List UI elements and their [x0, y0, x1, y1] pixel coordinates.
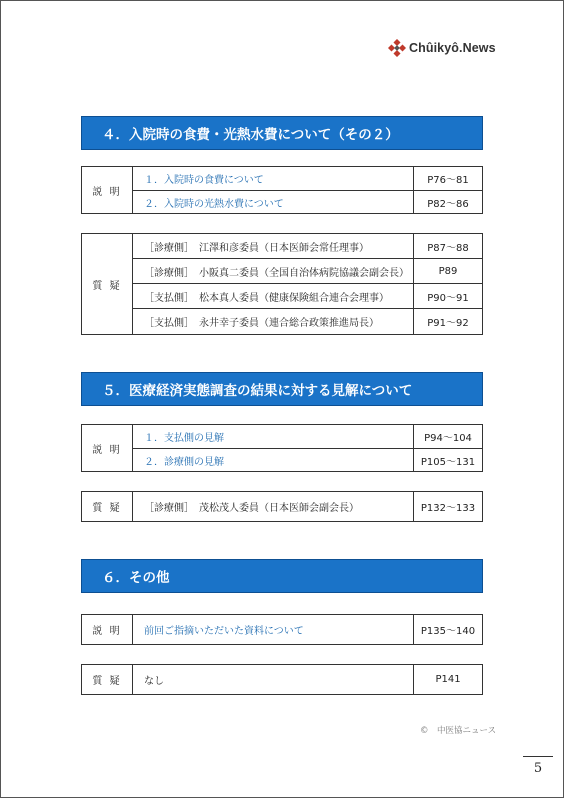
table-row	[132, 191, 482, 213]
box-label: 説 明	[82, 425, 133, 471]
qa-box-section-6	[81, 664, 483, 695]
section-title-4: ４．入院時の食費・光熱水費について（その２）	[81, 116, 483, 150]
page-ref: P76～81	[427, 175, 469, 186]
table-row	[132, 259, 482, 284]
explanation-box-section-6	[81, 614, 483, 645]
qa-box-section-5	[81, 491, 483, 522]
item-text: ［診療側］ 茂松茂人委員（日本医師会副会長）	[132, 492, 414, 521]
explanation-box-section-5	[81, 424, 483, 472]
qa-box-section-4	[81, 233, 483, 335]
box-label: 質 疑	[82, 234, 133, 334]
page-ref: P141	[435, 674, 461, 685]
table-row	[132, 449, 482, 471]
box-label: 説 明	[82, 615, 133, 644]
explanation-box-section-4	[81, 166, 483, 214]
table-row	[132, 492, 482, 521]
table-row	[132, 665, 482, 694]
page-number-rule	[523, 756, 553, 757]
section-title-6: ６．その他	[81, 559, 483, 593]
logo	[388, 38, 496, 58]
item-text: ［支払側］ 松本真人委員（健康保険組合連合会理事）	[132, 284, 414, 308]
table-row	[132, 615, 482, 644]
page-ref: P90～91	[427, 292, 469, 304]
table-row	[132, 284, 482, 309]
item-text: ［診療側］ 江澤和彦委員（日本医師会常任理事）	[132, 234, 414, 258]
page-number: 5	[533, 761, 543, 776]
item-text: ［支払側］ 永井幸子委員（連合総合政策推進局長）	[132, 309, 414, 334]
box-label: 質 疑	[82, 492, 133, 521]
page-ref: P94～104	[424, 433, 472, 444]
item-text: １．入院時の食費について	[132, 167, 414, 190]
item-text: ［診療側］ 小阪真二委員（全国自治体病院協議会副会長）	[132, 259, 414, 283]
page-ref: P91～92	[427, 318, 469, 329]
section-title-5: ５．医療経済実態調査の結果に対する見解について	[81, 372, 483, 406]
item-text: なし	[132, 665, 414, 694]
page-ref: P105～131	[420, 456, 476, 468]
item-text: 前回ご指摘いただいた資料について	[132, 615, 414, 644]
page-ref: P87～88	[427, 242, 469, 254]
diamond-logo-icon	[388, 39, 406, 57]
table-row	[132, 309, 482, 334]
page-ref: P135～140	[420, 626, 476, 637]
page-ref: P132～133	[420, 503, 476, 514]
page-ref: P82～86	[427, 198, 469, 210]
logo-text: Chûikyô.News	[409, 41, 496, 55]
box-label: 説 明	[82, 167, 133, 213]
table-row	[132, 234, 482, 259]
copyright-text: © 中医協ニュース	[420, 726, 497, 736]
box-label: 質 疑	[82, 665, 133, 694]
table-row	[132, 425, 482, 449]
page-ref: P89	[438, 265, 458, 277]
item-text: ２．診療側の見解	[132, 449, 414, 471]
table-row	[132, 167, 482, 191]
item-text: ２．入院時の光熱水費について	[132, 191, 414, 213]
item-text: １．支払側の見解	[132, 425, 414, 448]
